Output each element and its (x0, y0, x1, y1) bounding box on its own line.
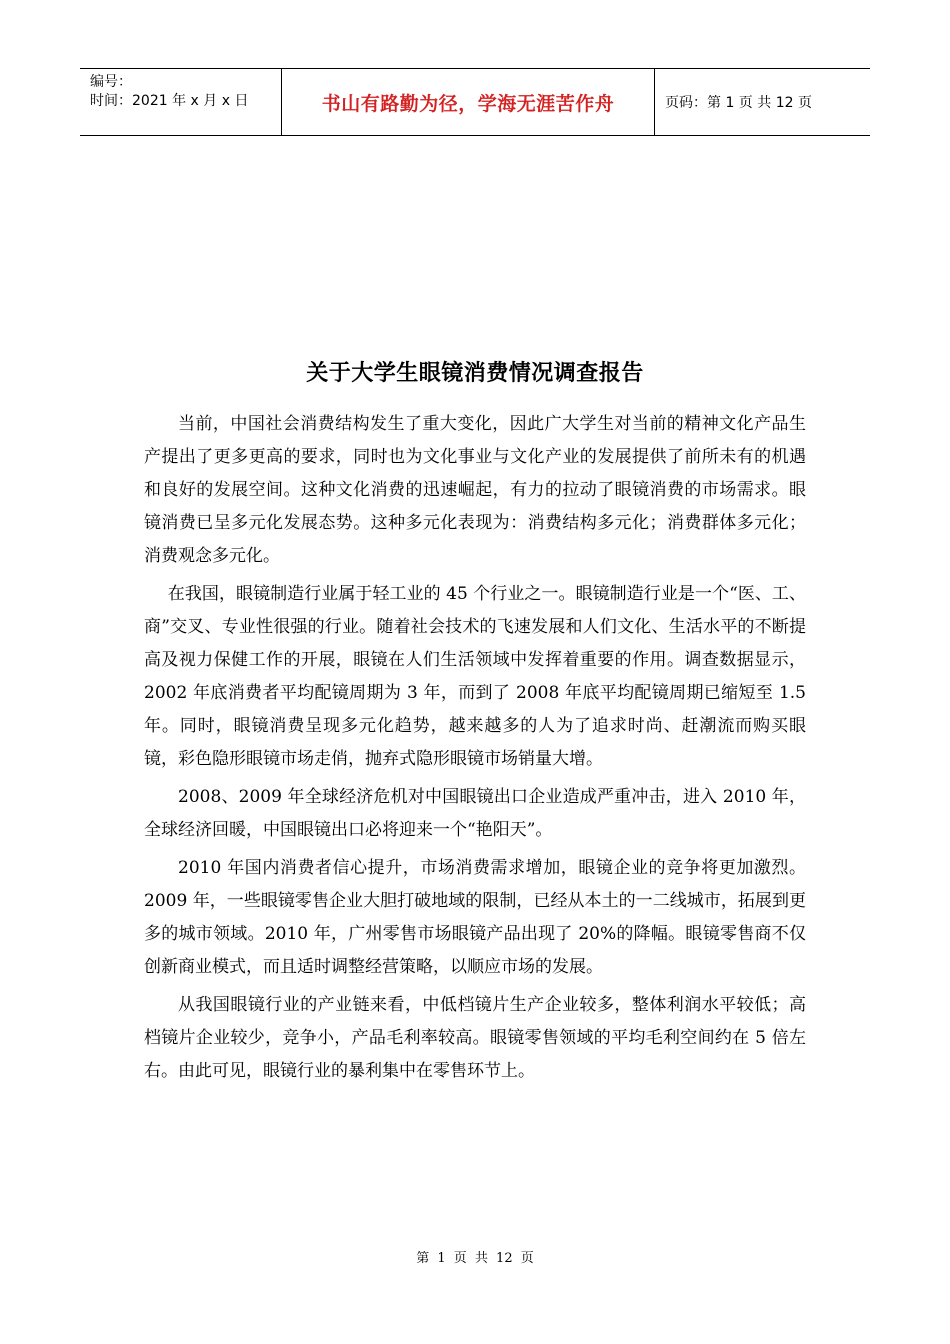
paragraph-2: 在我国，眼镜制造行业属于轻工业的 45 个行业之一。眼镜制造行业是一个“医、工、商”交叉、专业性很强的行业。随着社会技术的飞速发展和人们文化、生活水平的不断提高及视力保健工作的开展，眼镜在人们生活领域中发挥着重要的作用。调查数据显示，2002 年底消费者平均配镜周期为 3 年，而到了 2008 年底平均配镜周期已缩短至 1.5 年。同时，眼镜消费呈现多元化趋势，越来越多的人为了追求时尚、赶潮流而购买眼镜，彩色隐形眼镜市场走俏，抛弃式隐形眼镜市场销量大增。 (144, 584, 806, 769)
document-number-label: 编号： (90, 74, 132, 90)
paragraph-3: 2008、2009 年全球经济危机对中国眼镜出口企业造成严重冲击，进入 2010 年，全球经济回暖，中国眼镜出口必将迎来一个“艳阳天”。 (144, 787, 806, 840)
paragraph-4: 2010 年国内消费者信心提升，市场消费需求增加，眼镜企业的竞争将更加激烈。2009 年，一些眼镜零售企业大胆打破地域的限制，已经从本土的一二线城市，拓展到更多的城市领域。2010 年，广州零售市场眼镜产品出现了 20%的降幅。眼镜零售商不仅创新商业模式，而且适时调整经营策略，以顺应市场的发展。 (144, 858, 806, 977)
document-body (144, 408, 806, 1093)
paragraph-5: 从我国眼镜行业的产业链来看，中低档镜片生产企业较多，整体利润水平较低；高档镜片企业较少，竞争小，产品毛利率较高。眼镜零售领域的平均毛利空间约在 5 倍左右。由此可见，眼镜行业的暴利集中在零售环节上。 (144, 995, 806, 1081)
header-meta-cell (80, 69, 282, 135)
paragraph-1: 当前，中国社会消费结构发生了重大变化，因此广大学生对当前的精神文化产品生产提出了更多更高的要求，同时也为文化事业与文化产业的发展提供了前所未有的机遇和良好的发展空间。这种文化消费的迅速崛起，有力的拉动了眼镜消费的市场需求。眼镜消费已呈多元化发展态势。这种多元化表现为：消费结构多元化；消费群体多元化；消费观念多元化。 (144, 414, 806, 566)
header-motto: 书山有路勤为径，学海无涯苦作舟 (282, 69, 655, 135)
header-page-info: 页码：第 1 页 共 12 页 (665, 95, 812, 111)
document-time-label: 时间：2021 年 x 月 x 日 (90, 93, 249, 109)
header-table (80, 68, 870, 136)
document-title: 关于大学生眼镜消费情况调查报告 (306, 361, 644, 386)
page-footer: 第 1 页 共 12 页 (416, 1251, 534, 1266)
